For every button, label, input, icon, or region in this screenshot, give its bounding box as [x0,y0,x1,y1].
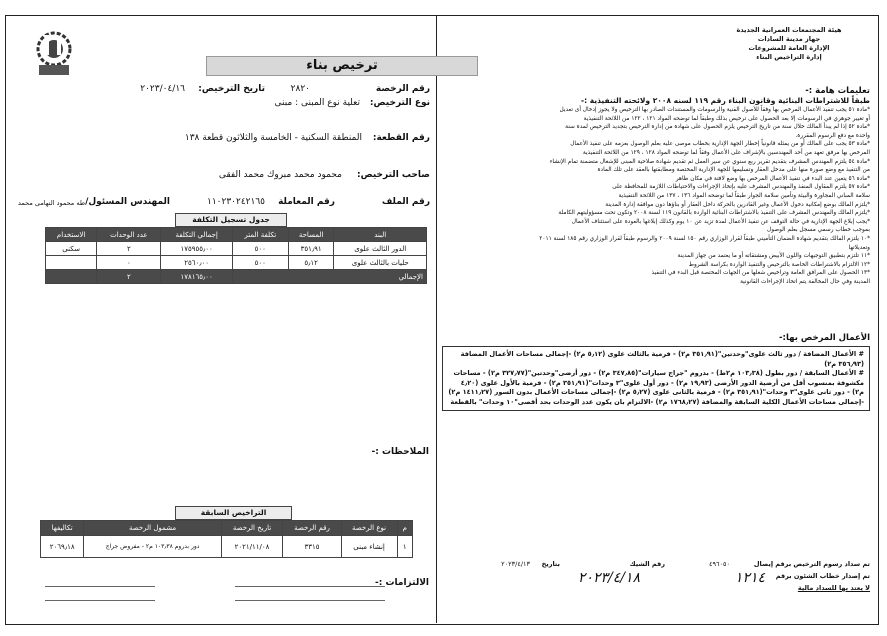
cost-cell: ٥٫١٢ [288,256,334,270]
instruction-line: *يلتزم المالك بوضع إمكانية دخول الأعمال وغير القادرين بالحركة داخل العقار أو بناؤها دون موافقة إدارة المدينة [605,201,870,208]
prev-cell: ٣٣١٥ [283,536,341,558]
instructions-subtitle: طبقاً للاشتراطات البنائية وقانون البناء رقم ١١٩ لسنه ٢٠٠٨ ولائحته التنفيذية :- [581,96,870,105]
cost-col-header: البند [334,228,427,242]
license-date: ٢٠٢٣/٠٤/١٦ [140,84,185,94]
fee-date: ٢٠٢٣/٤/١٣ [501,560,530,568]
instruction-line: من التنفيذ مع وضع صورة منها على مدخل العقار وتسليمها للجهة الإدارية المختصة ومطابقتها بالعقد على تلك المادة [597,167,870,174]
obligations-label: الالتزامات :- [375,578,429,588]
plot-value: المنطقة السكنية - الخامسة والثلاثون قطعة ١٣٨ [184,133,362,143]
instruction-line: *١١ تلتزم بتطبيق التوجيهات واللون الأبيض ومشتقاته أو ما يعتمد من جهاز المدينة [677,253,870,260]
transaction-value: ١١٠٢٣٠٢٤٢١٦٥ [206,197,265,207]
plot-row [15,133,430,147]
prev-cell: دور بدروم ١٠٣٫٣٨ م٢ - مفروض جراج [84,536,221,558]
instruction-line: *١٢ الالتزام بالاشتراطات الخاصة بالترخيص والتنفيذ الواردة بكراسة الشروط [688,261,870,268]
prev-cell: ٢٠٦٩٫١٨ [41,536,84,558]
instruction-line: المرخص بها مرفق تعهد من أحد المهندسين بالإشراف على الأعمال وفقاً لما توضحه المواد ١٢٨ ، ١٢٩ من اللائحة التنفيذية [582,149,870,156]
prev-cell: ٢٠٢١/١١/٠٨ [221,536,283,558]
instruction-line: وتعديلاتها [848,244,870,251]
instructions-block [442,86,870,286]
cost-col-header: إجمالي التكلفة [161,228,232,242]
prev-col-header: رقم الرخصة [283,521,341,536]
instructions-list [442,106,870,286]
instruction-line: أو تغيير جوهري في الرسومات إلا بعد الحصول على ترخيص بذلك وطبقاً لما توضحه المواد ١٢١ ، ١٢٢ من اللائحة التنفيذية [583,115,870,122]
page-title: ترخيص بناء [206,56,478,76]
org-header [709,26,869,62]
instruction-line: *مادة ٥٣ يجب على المالك أو من يمثله قانونياً إخطار الجهة الإدارية بخطاب موصى عليه بعلم الوصول بعزمه على تنفيذ الأعمال [570,141,870,148]
cost-total-empty [46,270,97,284]
instruction-line: *مادة ٥٤ يلتزم المهندس المشرف بتقديم تقرير ربع سنوي عن سير العمل ثم تقديم شهادة صلاحية المبنى للإشغال متضمنة تمام الإنشاء [549,158,870,165]
license-fields [15,84,430,112]
cost-total-label: الإجمالي [232,270,426,284]
license-type-label: نوع الترخيص: [369,98,430,108]
org-line: هيئة المجتمعات العمرانية الجديدة [736,26,842,34]
cost-cell: ٣٥١٫٩١ [288,242,334,256]
owner-row [15,170,430,184]
license-type: تعلية نوع المبنى : مبنى [274,98,360,108]
center-divider [436,15,437,623]
prev-licenses-table [40,520,413,558]
instruction-line: *١٠ يلتزم المالك بتقديم شهادة الضمان التأميني طبقاً لقرار الوزاري رقم ١٥٠ لسنة ٢٠٠٩ والرسوم طبقاً لقرار الوزاري رقم ١٨٥ لسنة ٢٠١١ [539,235,870,242]
works-paragraph: # الأعمال المضافة / دور ثالث علوى"وحدتين"(٣٥١٫٩١ م٢) - فرمية بالثالث علوى (٥٫١٢ م٢) -إجمالى مساحات الأعمال المضافة (٣٥٦٫٩٣ م٢) [460,350,864,368]
cost-cell: ٢ [97,242,161,256]
cost-col-header: الاستخدام [46,228,97,242]
signature-line [235,586,385,587]
works-paragraph: # الأعمال السابقة / دور بطول (١٠٣٫٣٨ م٢ط) - بدروم "جراج سيارات"(٣٤٧٫٨٥ م٢) - دور أرضى"وحدتين"(٣٢٧٫٧٧ م٢) - مساحات مكشوفة بمنسوب أقل من أرضية الدور الأرضى (١٩٫٩٣ م٢) - دور أول علوى"٣ وحدات"(٣٥١٫٩١ م٢) - فرمية بالأول علوى (٤٫٢٠ م٢) - دور ثانى علوى"٣ وحدات"(٣٥١٫٩١ م٢) - فرمية بالثانى علوى (٥٫٢٧ م٢) -إجمالى مساحات الأعمال بدون السور (١٤١١٫٢٧ م٢) -إجمالى مساحات الأعمال الكلية السابقة والمضافة (١٧٦٨٫٢٧ م٢) -الالتزام بان يكون عدد الوحدات بحد أقصى"١٠ وحدات" بالقطعة [448,369,864,406]
instruction-line: المدينة وفي حال المخالفة يتم اتخاذ الإجراءات القانونية [740,278,870,285]
payment-note: لا يعتد بها للسداد مالية [797,584,870,592]
prev-col-header: نوع الرخصة [341,521,397,536]
cost-total-units: ٢ [97,270,161,284]
prev-col-header: م [397,521,412,536]
license-date-label: تاريخ الترخيص: [198,84,265,94]
cost-cell: سكنى [46,242,97,256]
cost-table [45,227,427,284]
instruction-line: سلامة المباني المجاورة والبيئة وتأمين سلامة الجوار طبقاً لما توضحه المواد ١٣٦ ، ١٣٧ من اللائحة التنفيذية [618,192,870,199]
cost-cell: ١٧٥٩٥٥٫٠٠ [161,242,232,256]
fee-label: تم سداد رسوم الترخيص برقم إيصال [753,560,870,568]
instructions-title: تعليمات هامة :- [805,86,870,96]
ncua-logo-icon [25,25,83,83]
cost-cell: الدور الثالث علوى [334,242,427,256]
works-box [442,346,870,411]
cost-col-header: تكلفة المتر [232,228,288,242]
transaction-label: رقم المعاملة [278,197,335,207]
license-number-label: رقم الرخصة [375,84,430,94]
works-block [442,333,870,411]
prev-cell: إنشاء مبنى [341,536,397,558]
table-row [46,256,427,270]
notes-label: الملاحظات :- [371,447,429,457]
prev-col-header: تاريخ الرخصة [221,521,283,536]
cost-cell: ٠ [97,256,161,270]
instruction-line: *مادة ٥٢ إذا لم يبدأ المالك خلال سنة من تاريخ الترخيص يلزم الحصول على شهادة من إدارة الترخيص بتجديد الترخيص لمدة سنة [565,124,870,131]
org-line: جهاز مدينة السادات [757,35,821,43]
instruction-line: *١٣ الحصول على المرافق العامة وتراخيص شغلها من الجهات المختصة قبل البدء في التنفيذ [651,270,870,277]
prev-col-header: تكاليفها [41,521,84,536]
signature-line [45,586,155,587]
cost-col-header: المساحة [288,228,334,242]
handwritten-date: ٢٠٢٣/٤/١٨ [577,570,640,586]
license-number: ٢٨٢٠ [290,84,310,94]
fee-receipt: ٤٩٦٠٥٠ [709,560,730,568]
instruction-line: *مادة ٥٧ يلتزم المقاول المنفذ والمهندس المشرف عليه بإتخاذ الإجراءات والاحتياطات اللازمة للمحافظة على [612,184,870,191]
file-label: رقم الملف [381,197,430,207]
table-row [46,242,427,256]
owner-value: محمود محمد مبروك محمد الفقى [218,170,342,180]
cost-total-value: ١٧٨١٦٥٫٠٠ [161,270,232,284]
cost-col-header: عدد الوحدات [97,228,161,242]
cost-total-row [46,270,427,284]
owner-label: صاحب الترخيص: [357,170,430,180]
instruction-line: *يلتزم المالك والمهندس المشرف على التنفيذ بالاشتراطات البنائية الواردة بالقانون ١١٩ لسنة ٢٠٠٨ وتكون تحت مسؤوليتهم الكاملة [558,210,870,217]
cost-cell: حليات بالثالث علوى [334,256,427,270]
instruction-line: *مادة ٥١ يجب تنفيذ الأعمال المرخص بها وفقاً للأصول الفنية والرسومات والمستندات الصادر بها الترخيص ولا يجوز إدخال أى تعديل [559,107,870,113]
date-label: بتاريخ [541,560,560,568]
table-row [41,536,413,558]
plot-label: رقم القطعة: [372,133,430,143]
cost-cell: ٢٥٦٠٫٠٠ [161,256,232,270]
cost-cell: ٥٠٠ [232,242,288,256]
prev-cell: ١ [397,536,412,558]
letter-label: تم إصدار خطاب الشئون برقم [775,572,870,580]
instruction-line: واحدة مع دفع الرسوم المقررة. [795,132,870,139]
cost-table-title: جدول تسجيل التكلفة [175,213,287,227]
check-number-label: رقم الشيك [629,560,665,568]
works-title: الأعمال المرخص بها:- [779,333,870,343]
cost-cell [46,256,97,270]
footer-block [442,560,870,620]
instruction-line: بموجب خطاب رسمي مسجل بعلم الوصول [767,227,870,234]
instruction-line: *مادة ٥٦ يتعين عند البدء في تنفيذ الأعمال المرخص بها وضع لافتة في مكان ظاهر [675,175,870,182]
signature-line [235,600,385,601]
org-line: إدارة التراخيص البناء [756,53,822,61]
file-row [15,197,430,211]
org-line: الإدارة العامة للمشروعات [748,44,830,52]
signature-line [45,600,155,601]
engineer-value: طه محمود النهامى محمد [17,199,85,207]
cost-cell: ٥٠٠ [232,256,288,270]
prev-col-header: مشمول الرخصة [84,521,221,536]
instruction-line: *يجب إبلاغ الجهة الإدارية في حالة التوقف عن تنفيذ الأعمال لمدة تزيد عن ١٠ يوم وكذلك إبلاغها بالعودة على استئناف الأعمال [571,218,870,225]
letter-number: ١٢١٤ [734,570,765,586]
prev-table-title: التراخيص السابقة [175,506,292,520]
engineer-label: المهندس المسئول/ [85,197,170,207]
